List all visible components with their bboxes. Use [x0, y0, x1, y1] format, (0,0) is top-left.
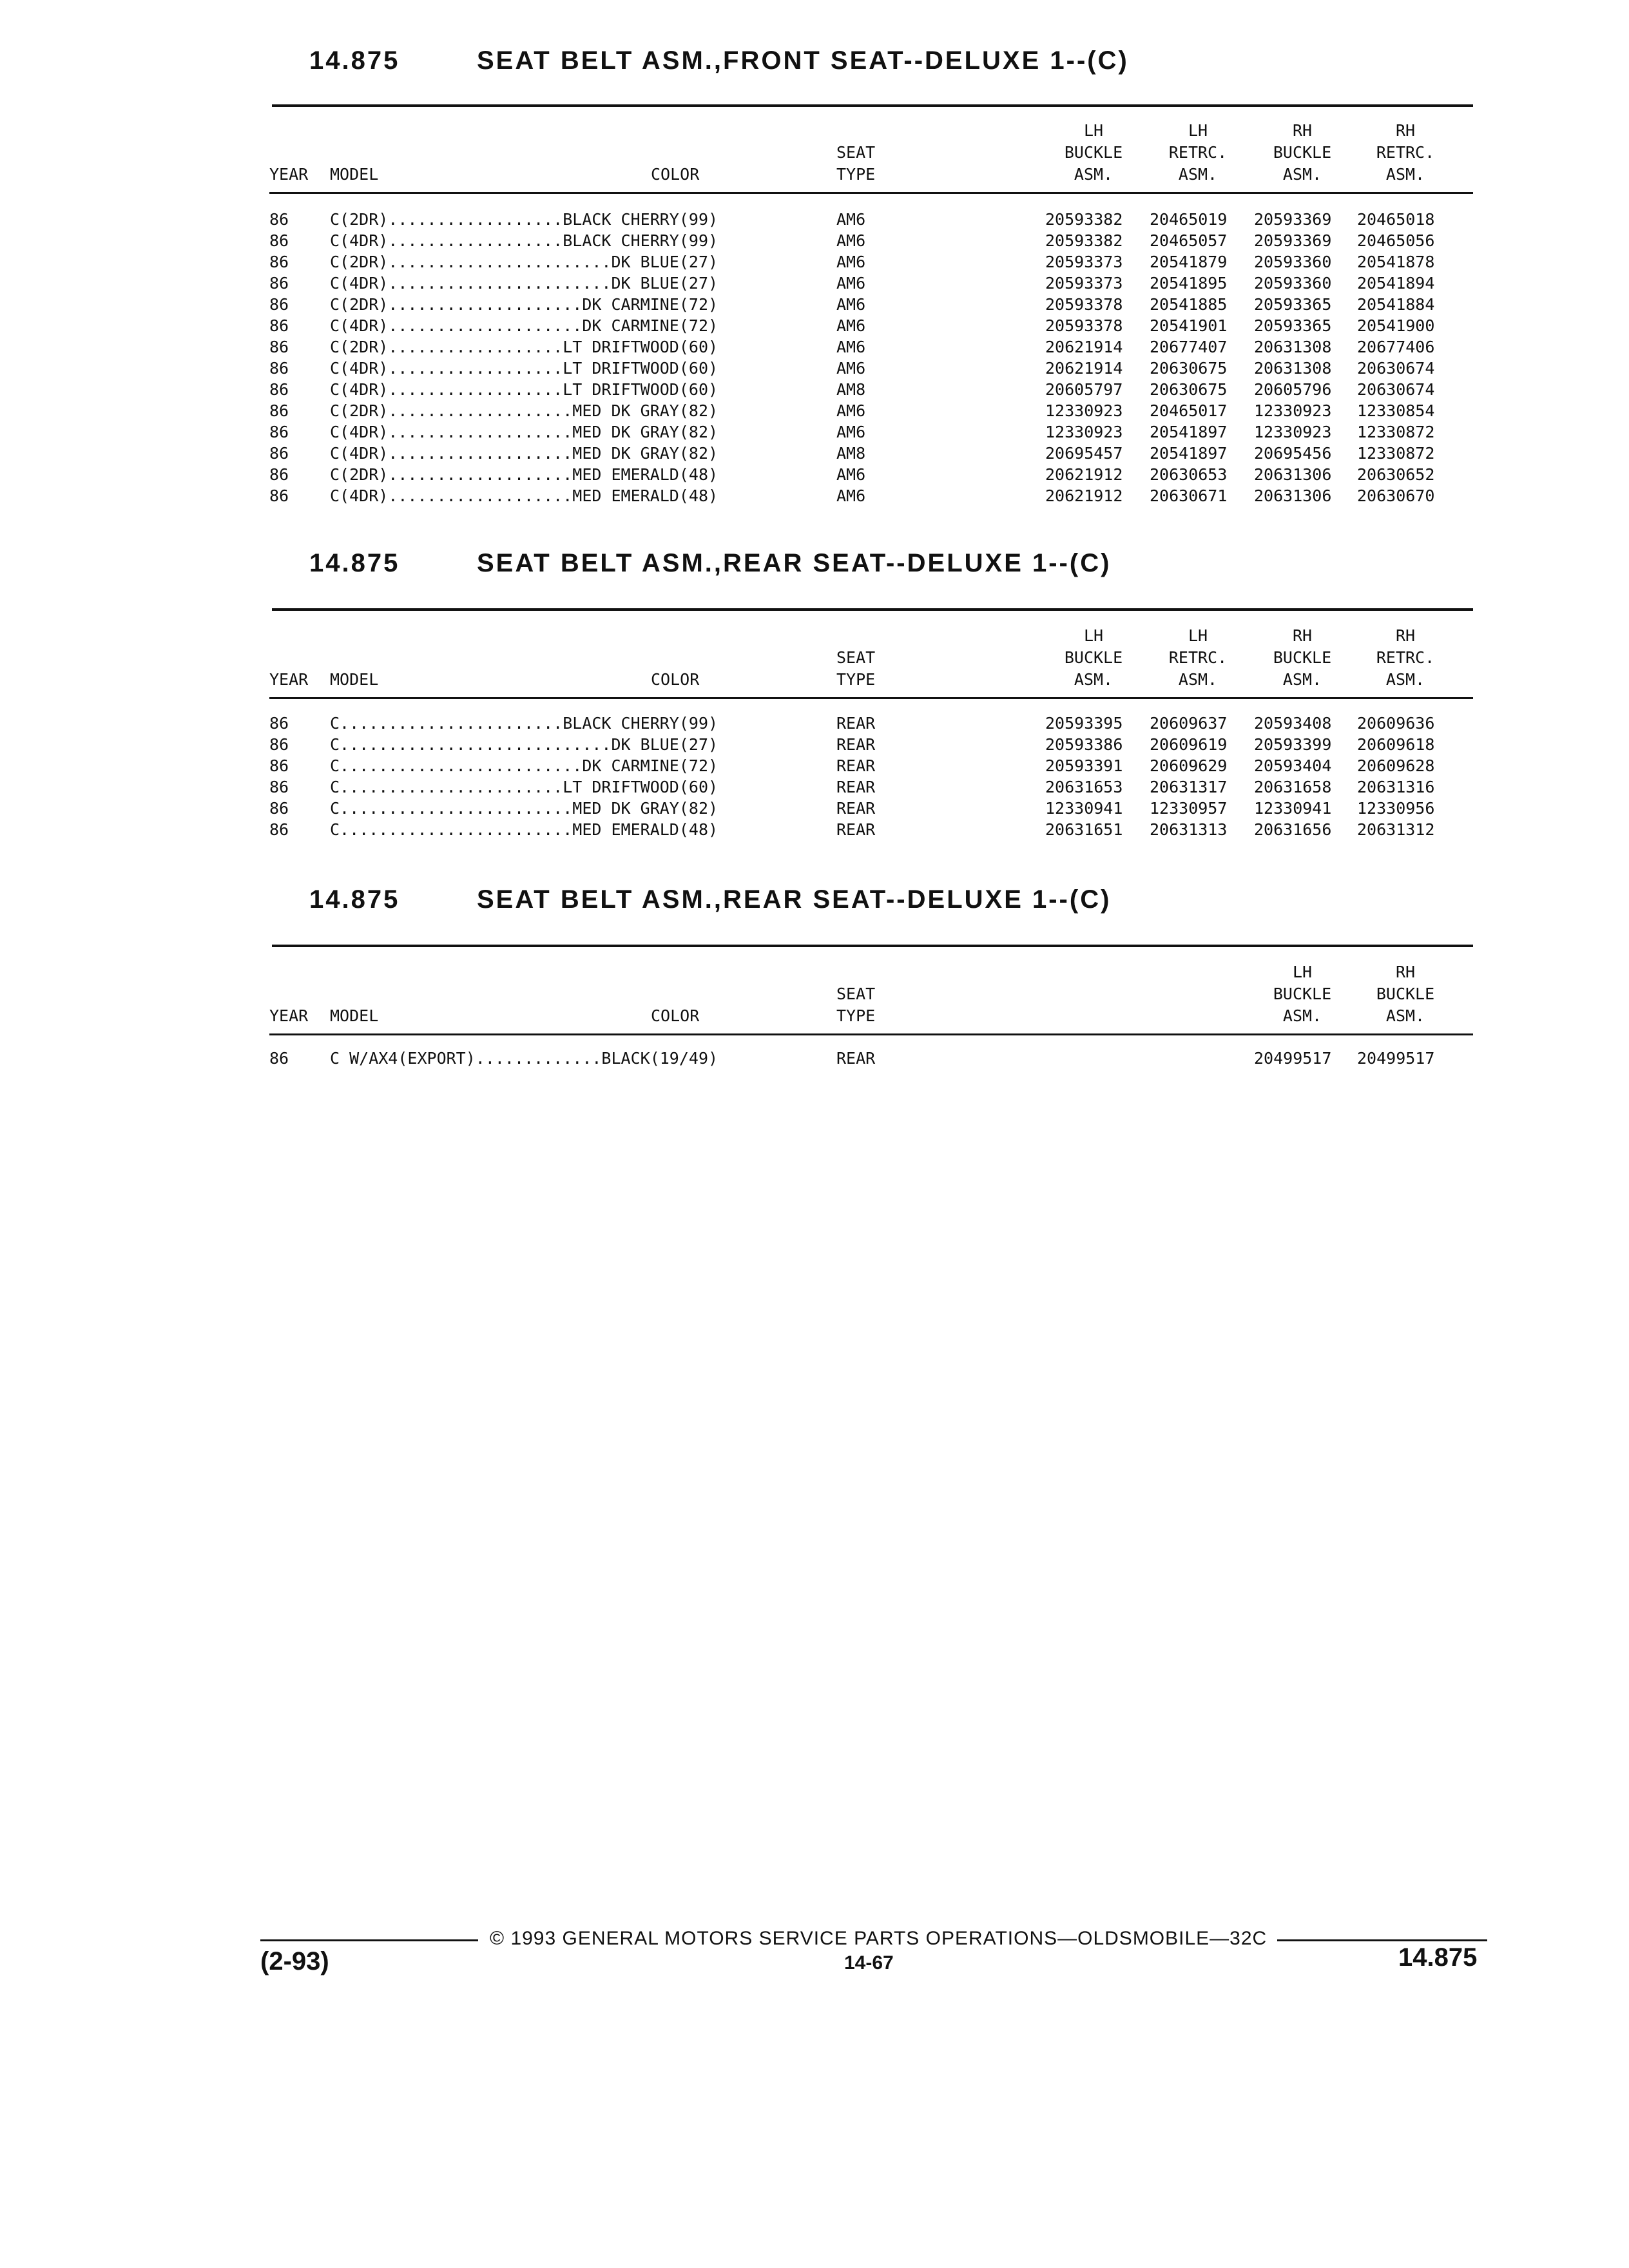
section-heading: SEAT BELT ASM.,REAR SEAT--DELUXE 1--(C) [477, 885, 1112, 914]
cell-part-number: 20593399 [1254, 735, 1332, 754]
cell-model-color: C(4DR)....................DK CARMINE(72) [330, 316, 718, 335]
cell-part-number: 20465057 [1150, 231, 1228, 250]
header-part-column-2: RETRC. [1168, 143, 1228, 162]
top-rule [272, 104, 1473, 107]
top-rule [272, 608, 1473, 611]
cell-part-number: 20630674 [1357, 380, 1435, 399]
header-part-column-3: ASM. [1282, 165, 1322, 184]
cell-part-number: 20605797 [1045, 380, 1123, 399]
section-heading: SEAT BELT ASM.,FRONT SEAT--DELUXE 1--(C) [477, 46, 1129, 75]
cell-part-number: 20695456 [1254, 444, 1332, 463]
header-type: TYPE [836, 1006, 876, 1025]
cell-year: 86 [269, 380, 289, 399]
cell-part-number: 20609628 [1357, 756, 1435, 775]
cell-seat-type: REAR [836, 1049, 876, 1068]
cell-part-number: 20593408 [1254, 714, 1332, 733]
header-part-column-3: BUCKLE [1273, 648, 1332, 667]
table-row [0, 209, 1629, 230]
section-heading: SEAT BELT ASM.,REAR SEAT--DELUXE 1--(C) [477, 549, 1112, 577]
table-row [0, 1048, 1629, 1069]
cell-year: 86 [269, 338, 289, 356]
header-part-column-4: ASM. [1385, 165, 1425, 184]
cell-year: 86 [269, 401, 289, 420]
cell-part-number: 20593360 [1254, 253, 1332, 271]
header-part-column-2: ASM. [1385, 1006, 1425, 1025]
cell-part-number: 20621912 [1045, 486, 1123, 505]
table-row [0, 421, 1629, 443]
header-part-column-1: LH [1083, 121, 1104, 140]
header-seat: SEAT [836, 985, 876, 1003]
table-row [0, 230, 1629, 251]
cell-model-color: C(2DR)...................MED DK GRAY(82) [330, 401, 718, 420]
header-part-column-4: RH [1395, 626, 1416, 645]
cell-part-number: 20631656 [1254, 820, 1332, 839]
table-row [0, 798, 1629, 819]
table-row [0, 251, 1629, 273]
cell-part-number: 20499517 [1357, 1049, 1435, 1068]
cell-part-number: 20631658 [1254, 778, 1332, 796]
header-model: MODEL [330, 165, 379, 184]
cell-part-number: 12330872 [1357, 444, 1435, 463]
cell-model-color: C.........................DK CARMINE(72) [330, 756, 718, 775]
cell-part-number: 20631306 [1254, 465, 1332, 484]
section-number: 14.875 [309, 549, 400, 577]
footer-section-number: 14.875 [1398, 1943, 1478, 1972]
cell-part-number: 20631316 [1357, 778, 1435, 796]
footer-rule-right [1277, 1939, 1487, 1941]
table-row [0, 336, 1629, 358]
cell-model-color: C.......................LT DRIFTWOOD(60) [330, 778, 718, 796]
cell-part-number: 20593369 [1254, 210, 1332, 229]
cell-year: 86 [269, 465, 289, 484]
cell-seat-type: AM6 [836, 231, 866, 250]
cell-year: 86 [269, 735, 289, 754]
header-part-column-3: RH [1292, 121, 1313, 140]
cell-model-color: C(4DR).......................DK BLUE(27) [330, 274, 718, 293]
header-part-column-2: BUCKLE [1376, 985, 1435, 1003]
cell-part-number: 20631653 [1045, 778, 1123, 796]
cell-model-color: C(4DR)...................MED DK GRAY(82) [330, 444, 718, 463]
header-part-column-2: LH [1188, 121, 1208, 140]
cell-part-number: 20593369 [1254, 231, 1332, 250]
header-rule [269, 697, 1473, 699]
cell-year: 86 [269, 210, 289, 229]
cell-model-color: C........................MED DK GRAY(82) [330, 799, 718, 818]
cell-seat-type: AM8 [836, 444, 866, 463]
cell-part-number: 20621912 [1045, 465, 1123, 484]
cell-part-number: 20631312 [1357, 820, 1435, 839]
cell-part-number: 20541884 [1357, 295, 1435, 314]
cell-part-number: 20630653 [1150, 465, 1228, 484]
cell-model-color: C(2DR)....................DK CARMINE(72) [330, 295, 718, 314]
cell-seat-type: AM6 [836, 465, 866, 484]
header-part-column-3: RH [1292, 626, 1313, 645]
section-title [309, 46, 1129, 75]
header-year: YEAR [269, 1006, 309, 1025]
header-color: COLOR [651, 670, 700, 689]
table-row [0, 755, 1629, 776]
cell-seat-type: REAR [836, 778, 876, 796]
cell-part-number: 20609619 [1150, 735, 1228, 754]
cell-part-number: 20465019 [1150, 210, 1228, 229]
cell-year: 86 [269, 295, 289, 314]
cell-part-number: 20593360 [1254, 274, 1332, 293]
cell-year: 86 [269, 423, 289, 441]
cell-year: 86 [269, 359, 289, 378]
cell-part-number: 20593365 [1254, 316, 1332, 335]
cell-year: 86 [269, 778, 289, 796]
cell-model-color: C(2DR).......................DK BLUE(27) [330, 253, 718, 271]
cell-model-color: C.......................BLACK CHERRY(99) [330, 714, 718, 733]
cell-part-number: 20593378 [1045, 295, 1123, 314]
cell-model-color: C(4DR)..................LT DRIFTWOOD(60) [330, 380, 718, 399]
section-number: 14.875 [309, 46, 400, 75]
cell-part-number: 20541895 [1150, 274, 1228, 293]
header-seat: SEAT [836, 648, 876, 667]
header-model: MODEL [330, 1006, 379, 1025]
section-number: 14.875 [309, 885, 400, 914]
cell-seat-type: AM6 [836, 295, 866, 314]
cell-part-number: 20465018 [1357, 210, 1435, 229]
cell-year: 86 [269, 231, 289, 250]
cell-part-number: 20630675 [1150, 380, 1228, 399]
cell-model-color: C(2DR)..................BLACK CHERRY(99) [330, 210, 718, 229]
cell-part-number: 20631308 [1254, 338, 1332, 356]
cell-part-number: 20631308 [1254, 359, 1332, 378]
header-part-column-1: ASM. [1282, 1006, 1322, 1025]
cell-part-number: 20609629 [1150, 756, 1228, 775]
cell-model-color: C(2DR)...................MED EMERALD(48) [330, 465, 718, 484]
header-color: COLOR [651, 165, 700, 184]
section-title [309, 885, 1111, 914]
table-row [0, 358, 1629, 379]
cell-part-number: 12330923 [1254, 423, 1332, 441]
cell-model-color: C(4DR)...................MED DK GRAY(82) [330, 423, 718, 441]
cell-part-number: 12330957 [1150, 799, 1228, 818]
cell-seat-type: AM6 [836, 423, 866, 441]
cell-part-number: 12330923 [1045, 423, 1123, 441]
header-seat: SEAT [836, 143, 876, 162]
cell-part-number: 20465056 [1357, 231, 1435, 250]
cell-part-number: 20593373 [1045, 253, 1123, 271]
cell-year: 86 [269, 444, 289, 463]
cell-seat-type: AM6 [836, 316, 866, 335]
cell-part-number: 20609636 [1357, 714, 1435, 733]
header-part-column-2: RETRC. [1168, 648, 1228, 667]
cell-model-color: C(4DR)..................BLACK CHERRY(99) [330, 231, 718, 250]
header-year: YEAR [269, 670, 309, 689]
top-rule [272, 945, 1473, 947]
cell-part-number: 20541901 [1150, 316, 1228, 335]
cell-seat-type: AM6 [836, 359, 866, 378]
cell-model-color: C W/AX4(EXPORT).............BLACK(19/49) [330, 1049, 718, 1068]
cell-year: 86 [269, 274, 289, 293]
footer-page-number: 14-67 [844, 1952, 894, 1974]
footer-date-code: (2-93) [260, 1947, 329, 1975]
cell-part-number: 20621914 [1045, 359, 1123, 378]
cell-year: 86 [269, 756, 289, 775]
cell-part-number: 20593404 [1254, 756, 1332, 775]
cell-part-number: 20630671 [1150, 486, 1228, 505]
cell-seat-type: REAR [836, 714, 876, 733]
header-part-column-1: BUCKLE [1064, 143, 1123, 162]
cell-part-number: 20630674 [1357, 359, 1435, 378]
cell-part-number: 20631306 [1254, 486, 1332, 505]
header-type: TYPE [836, 165, 876, 184]
cell-part-number: 20541878 [1357, 253, 1435, 271]
header-part-column-4: RETRC. [1376, 648, 1435, 667]
header-part-column-3: BUCKLE [1273, 143, 1332, 162]
cell-part-number: 20541879 [1150, 253, 1228, 271]
cell-part-number: 20593373 [1045, 274, 1123, 293]
cell-part-number: 20593395 [1045, 714, 1123, 733]
cell-part-number: 20630652 [1357, 465, 1435, 484]
cell-part-number: 20630670 [1357, 486, 1435, 505]
cell-part-number: 20677406 [1357, 338, 1435, 356]
header-part-column-1: ASM. [1074, 670, 1113, 689]
cell-part-number: 20541900 [1357, 316, 1435, 335]
cell-part-number: 12330923 [1254, 401, 1332, 420]
cell-part-number: 20631651 [1045, 820, 1123, 839]
cell-part-number: 12330956 [1357, 799, 1435, 818]
cell-year: 86 [269, 253, 289, 271]
table-row [0, 734, 1629, 755]
header-part-column-4: ASM. [1385, 670, 1425, 689]
cell-part-number: 12330941 [1254, 799, 1332, 818]
cell-seat-type: AM6 [836, 401, 866, 420]
cell-year: 86 [269, 316, 289, 335]
header-part-column-4: RETRC. [1376, 143, 1435, 162]
table-row [0, 464, 1629, 485]
cell-model-color: C(2DR)..................LT DRIFTWOOD(60) [330, 338, 718, 356]
table-row [0, 713, 1629, 734]
cell-part-number: 12330923 [1045, 401, 1123, 420]
table-row [0, 443, 1629, 464]
cell-year: 86 [269, 820, 289, 839]
cell-part-number: 20593382 [1045, 210, 1123, 229]
cell-part-number: 20695457 [1045, 444, 1123, 463]
header-part-column-2: ASM. [1178, 165, 1218, 184]
header-part-column-2: LH [1188, 626, 1208, 645]
cell-seat-type: REAR [836, 799, 876, 818]
header-part-column-2: RH [1395, 963, 1416, 981]
header-part-column-1: LH [1292, 963, 1313, 981]
header-part-column-3: ASM. [1282, 670, 1322, 689]
header-color: COLOR [651, 1006, 700, 1025]
table-row [0, 776, 1629, 798]
header-year: YEAR [269, 165, 309, 184]
header-part-column-2: ASM. [1178, 670, 1218, 689]
header-rule [269, 192, 1473, 194]
cell-part-number: 12330854 [1357, 401, 1435, 420]
cell-part-number: 12330941 [1045, 799, 1123, 818]
cell-model-color: C............................DK BLUE(27) [330, 735, 718, 754]
cell-year: 86 [269, 1049, 289, 1068]
cell-model-color: C(4DR)...................MED EMERALD(48) [330, 486, 718, 505]
table-row [0, 379, 1629, 400]
footer-copyright: © 1993 GENERAL MOTORS SERVICE PARTS OPERATIONS—OLDSMOBILE—32C [490, 1928, 1268, 1949]
cell-part-number: 20630675 [1150, 359, 1228, 378]
cell-part-number: 20605796 [1254, 380, 1332, 399]
cell-seat-type: REAR [836, 820, 876, 839]
cell-seat-type: AM6 [836, 253, 866, 271]
cell-year: 86 [269, 714, 289, 733]
cell-part-number: 20593378 [1045, 316, 1123, 335]
header-rule [269, 1033, 1473, 1035]
table-row [0, 273, 1629, 294]
header-part-column-1: BUCKLE [1064, 648, 1123, 667]
header-model: MODEL [330, 670, 379, 689]
header-part-column-1: ASM. [1074, 165, 1113, 184]
header-type: TYPE [836, 670, 876, 689]
table-row [0, 485, 1629, 506]
cell-seat-type: REAR [836, 735, 876, 754]
cell-seat-type: AM6 [836, 274, 866, 293]
cell-part-number: 20593365 [1254, 295, 1332, 314]
cell-part-number: 20609637 [1150, 714, 1228, 733]
cell-year: 86 [269, 799, 289, 818]
table-row [0, 294, 1629, 315]
cell-part-number: 20593382 [1045, 231, 1123, 250]
cell-part-number: 20541897 [1150, 444, 1228, 463]
cell-seat-type: REAR [836, 756, 876, 775]
cell-part-number: 20465017 [1150, 401, 1228, 420]
cell-seat-type: AM8 [836, 380, 866, 399]
cell-part-number: 12330872 [1357, 423, 1435, 441]
cell-part-number: 20621914 [1045, 338, 1123, 356]
cell-seat-type: AM6 [836, 210, 866, 229]
footer-rule-left [260, 1939, 478, 1941]
header-part-column-1: LH [1083, 626, 1104, 645]
cell-model-color: C........................MED EMERALD(48) [330, 820, 718, 839]
cell-part-number: 20631313 [1150, 820, 1228, 839]
cell-part-number: 20541885 [1150, 295, 1228, 314]
cell-seat-type: AM6 [836, 338, 866, 356]
cell-part-number: 20609618 [1357, 735, 1435, 754]
table-row [0, 315, 1629, 336]
section-title [309, 549, 1111, 578]
cell-model-color: C(4DR)..................LT DRIFTWOOD(60) [330, 359, 718, 378]
cell-part-number: 20541897 [1150, 423, 1228, 441]
cell-year: 86 [269, 486, 289, 505]
cell-part-number: 20631317 [1150, 778, 1228, 796]
header-part-column-4: RH [1395, 121, 1416, 140]
cell-part-number: 20677407 [1150, 338, 1228, 356]
header-part-column-1: BUCKLE [1273, 985, 1332, 1003]
cell-part-number: 20593386 [1045, 735, 1123, 754]
cell-part-number: 20593391 [1045, 756, 1123, 775]
table-row [0, 819, 1629, 840]
cell-part-number: 20541894 [1357, 274, 1435, 293]
cell-part-number: 20499517 [1254, 1049, 1332, 1068]
cell-seat-type: AM6 [836, 486, 866, 505]
table-row [0, 400, 1629, 421]
